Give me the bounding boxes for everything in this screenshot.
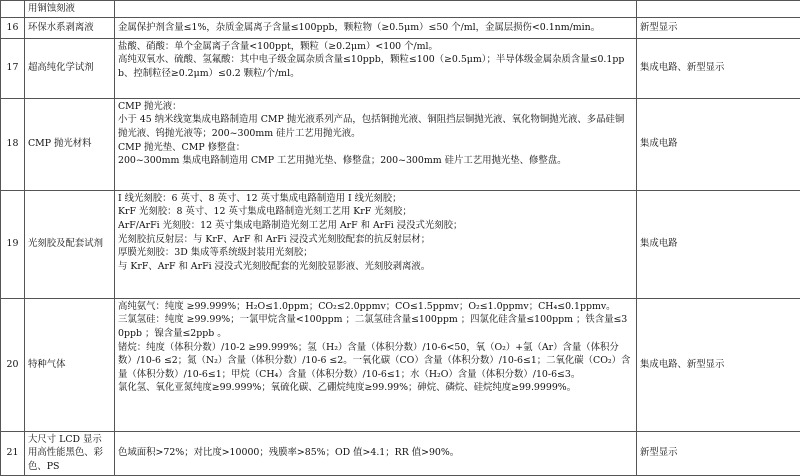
application-cell: 集成电路 [637,98,800,190]
table-row [1,431,800,475]
spec-line: 金属保护剂含量≤1%，杂质金属离子含量≤100ppb，颗粒物（≥0.5μm）≤50 个/ml，金属层损伤<0.1nm/min。 [118,21,633,35]
application-cell: 新型显示 [637,17,800,38]
spec-cell [115,1,637,18]
spec-line: 高纯双氧水、硫酸、氢氟酸：其中电子级金属杂质含量≤10ppb，颗粒≤100（≥0.5μm）；半导体级金属杂质含量≤0.1ppb、控制粒径≥0.2μm）≤0.2 颗粒/个/ml。 [118,53,633,80]
spec-line: 盐酸、硝酸：单个金属离子含量<100ppt，颗粒（≥0.2μm）<100 个/ml。 [118,40,633,54]
spec-line: 小于 45 纳米线宽集成电路制造用 CMP 抛光液系列产品，包括铜抛光液、铜阻挡层铜抛光液、氧化物铜抛光液、多晶硅铜抛光液、钨抛光液等；200~300mm 硅片工艺用抛光液。 [118,113,633,140]
spec-line: CMP 抛光垫、CMP 修整盘： [118,141,633,155]
spec-cell [115,431,637,475]
spec-line: CMP 抛光液： [118,100,633,114]
table-row [1,1,800,18]
spec-cell [115,98,637,190]
spec-cell [115,298,637,431]
spec-line: 与 KrF、ArF 和 ArFi 浸没式光刻胶配套的光刻胶显影液、光刻胶剥离液。 [118,260,633,274]
spec-line: 三氯氢硅：纯度 ≥99.99%；一氯甲烷含量<100ppm ；二氯氢硅含量≤100ppm ；四氯化硅含量≤100ppm ；铁含量≤30ppb ；镍含量≤2ppb 。 [118,313,633,340]
application-cell: 集成电路 [637,190,800,298]
spec-line: 高纯氨气：纯度 ≥99.999%；H₂O≤1.0ppm；CO₂≤2.0ppmv；CO≤1.5ppmv；O₂≤1.0ppmv；CH₄≤0.1ppmv。 [118,300,633,314]
application-cell: 集成电路、新型显示 [637,298,800,431]
product-name: 环保水系剥离液 [25,17,115,38]
row-number: 17 [1,38,25,98]
spec-line: ArF/ArFi 光刻胶：12 英寸集成电路制造光刻工艺用 ArF 和 ArFi 浸没式光刻胶； [118,219,633,233]
product-name: 超高纯化学试剂 [25,38,115,98]
row-number: 16 [1,17,25,38]
application-cell: 新型显示 [637,431,800,475]
product-name: 光刻胶及配套试剂 [25,190,115,298]
row-number: 19 [1,190,25,298]
spec-cell [115,38,637,98]
table-row [1,190,800,298]
row-number: 18 [1,98,25,190]
spec-cell [115,17,637,38]
product-name: CMP 抛光材料 [25,98,115,190]
application-cell [637,1,800,18]
spec-line: 氯化氢、氧化亚氮纯度≥99.999%；氧硫化碳、乙硼烷纯度≥99.99%；砷烷、磷烷、硅烷纯度≥99.9999%。 [118,381,633,395]
table-row [1,98,800,190]
row-number: 21 [1,431,25,475]
spec-line: 锗烷：纯度（体积分数）/10-2 ≥99.999%；氢（H₂）含量（体积分数）/10-6<50，氧（O₂）+氩（Ar）含量（体积分数）/10-6 ≤2；氮（N₂）含量（体积分数）/10-6 ≤2。一氧化碳（CO）含量（体积分数）/10-6≤1；二氧化碳（CO₂）含量（体积分数）/10-6≤1；甲烷（CH₄）含量（体积分数）/10-6≤1；水（H₂O）含量（体积分数）/10-6≤3。 [118,341,633,382]
table-row [1,298,800,431]
row-number [1,1,25,18]
spec-line: I 线光刻胶：6 英寸、8 英寸、12 英寸集成电路制造用 I 线光刻胶； [118,192,633,206]
spec-line: 光刻胶抗反射层：与 KrF、ArF 和 ArFi 浸没式光刻胶配套的抗反射层材； [118,233,633,247]
application-cell: 集成电路、新型显示 [637,38,800,98]
product-name: 用铜蚀刻液 [25,1,115,18]
table-row [1,17,800,38]
table-row [1,38,800,98]
spec-cell [115,190,637,298]
spec-line: KrF 光刻胶：8 英寸、12 英寸集成电路制造光刻工艺用 KrF 光刻胶； [118,205,633,219]
spec-line: 200~300mm 集成电路制造用 CMP 工艺用抛光垫、修整盘；200~300mm 硅片工艺用抛光垫、修整盘。 [118,154,633,168]
row-number: 20 [1,298,25,431]
spec-line: 色域面积>72%；对比度>10000；残膜率>85%；OD 值>4.1；RR 值>90%。 [118,446,633,460]
spec-line: 厚膜光刻胶：3D 集成等系统级封装用光刻胶； [118,246,633,260]
product-name: 大尺寸 LCD 显示用高性能黑色、彩色、PS [25,431,115,475]
product-name: 特种气体 [25,298,115,431]
